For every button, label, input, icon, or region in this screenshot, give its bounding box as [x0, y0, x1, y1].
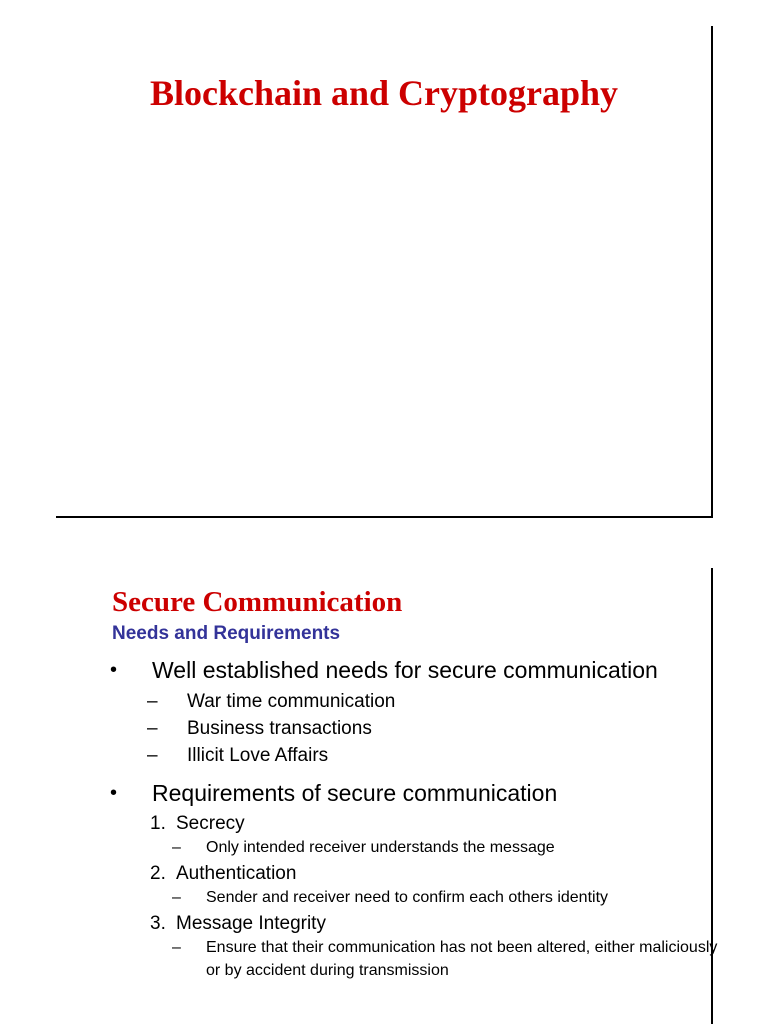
slide-2-content — [100, 654, 720, 982]
requirement-item — [100, 811, 720, 836]
requirement-detail-text: Ensure that their communication has not been altered, either maliciously or by accident during transmission — [206, 939, 718, 979]
requirement-number: 1. — [150, 813, 166, 834]
bullet-marker: • — [110, 659, 118, 681]
bullet-needs — [100, 654, 720, 686]
requirement-number: 3. — [150, 913, 166, 934]
slide-1-title: Blockchain and Cryptography — [149, 73, 619, 113]
list-item — [100, 715, 720, 742]
bullet-marker: • — [110, 782, 118, 804]
dash-marker: – — [147, 691, 158, 712]
bullet-text: Requirements of secure communication — [152, 780, 558, 806]
requirement-detail-text: Sender and receiver need to confirm each others identity — [206, 889, 609, 906]
requirement-item — [100, 911, 720, 936]
slide-2-subtitle: Needs and Requirements — [112, 623, 341, 644]
slide-2-title: Secure Communication — [112, 586, 403, 618]
dash-marker: – — [172, 839, 181, 856]
requirement-number: 2. — [150, 863, 166, 884]
dash-marker: – — [172, 939, 181, 956]
dash-marker: – — [147, 718, 158, 739]
dash-marker: – — [147, 745, 158, 766]
dash-marker: – — [172, 889, 181, 906]
requirement-detail — [100, 836, 720, 859]
list-item — [100, 688, 720, 715]
slide-2 — [0, 540, 768, 1024]
requirement-label: Secrecy — [176, 813, 245, 834]
requirement-label: Message Integrity — [176, 913, 326, 934]
bullet-requirements — [100, 777, 720, 809]
needs-list — [100, 688, 720, 769]
requirement-item — [100, 861, 720, 886]
list-item-text: Illicit Love Affairs — [187, 745, 329, 766]
requirement-detail-text: Only intended receiver understands the message — [206, 839, 555, 856]
requirement-detail — [100, 886, 720, 909]
list-item-text: War time communication — [187, 691, 396, 712]
bullet-text: Well established needs for secure communication — [152, 657, 658, 683]
requirement-detail — [100, 936, 720, 982]
list-item — [100, 742, 720, 769]
slide-1-bottom-border — [56, 516, 713, 518]
requirement-label: Authentication — [176, 863, 297, 884]
list-item-text: Business transactions — [187, 718, 372, 739]
